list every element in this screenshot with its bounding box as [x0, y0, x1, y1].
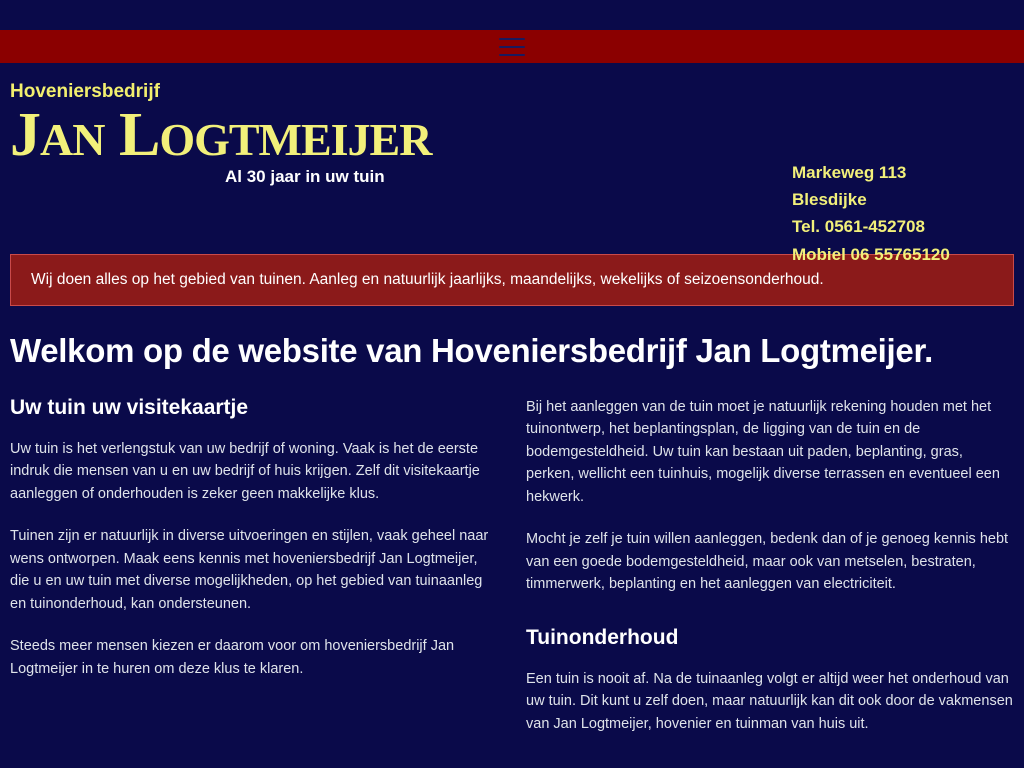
hamburger-menu-icon[interactable] [499, 38, 525, 56]
brand-an: AN [40, 113, 105, 165]
hamburger-line [499, 38, 525, 40]
paragraph: Een tuin is nooit af. Na de tuinaanleg volgt er altijd weer het onderhoud van uw tuin. Dit kunt u zelf doen, maar natuurlijk kan dit ook door de vakmensen van Jan Logtmeijer, hovenier en tuinman van huis uit. [526, 670, 1013, 732]
brand-initial-j: J [10, 100, 40, 169]
hamburger-line [499, 46, 525, 48]
paragraph: Tuinen zijn er natuurlijk in diverse uitvoeringen en stijlen, vaak geheel naar wens ontworpen. Maak eens kennis met hoveniersbedrijf Jan Logtmeijer, die u en uw tuin met diverse mogelijkheden, op het gebied van tuinaanleg en tuinonderhoud, kan ondersteunen. [10, 528, 489, 612]
contact-city: Blesdijke [792, 190, 867, 210]
contact-info [792, 159, 992, 268]
paragraph: Bij het aanleggen van de tuin moet je natuurlijk rekening houden met het tuinontwerp, het beplantingsplan, de ligging van de tuin en de bodemgesteldheid. Uw tuin kan bestaan uit paden, beplanting, gras, perken, wellicht een tuinhuis, mogelijk diverse terrassen en eventueel een hekwerk. [526, 399, 1000, 505]
brand-initial-l: L [118, 100, 160, 169]
paragraph: Uw tuin is het verlengstuk van uw bedrijf of woning. Vaak is het de eerste indruk die mensen van u en uw bedrijf of huis krijgen. Zelf dit visitekaartje aanleggen of onderhouden is zeker geen makkelijke klus. [10, 441, 480, 502]
hamburger-line [499, 54, 525, 56]
two-column-layout [10, 396, 1014, 755]
top-strip [0, 0, 1024, 30]
info-banner-text: Wij doen alles op het gebied van tuinen. Aanleg en natuurlijk jaarlijks, maandelijks, wekelijks of seizoensonderhoud. [31, 271, 824, 288]
contact-street: Markeweg 113 [792, 163, 907, 182]
brand-ogtmeijer: OGTMEIJER [159, 113, 432, 165]
paragraph: Steeds meer mensen kiezen er daarom voor om hoveniersbedrijf Jan Logtmeijer in te huren om deze klus te klaren. [10, 638, 455, 677]
menu-bar [0, 30, 1024, 63]
brand-tagline: Al 30 jaar in uw tuin [225, 166, 385, 186]
left-column-heading: Uw tuin uw visitekaartje [10, 396, 249, 419]
brand-subtitle: Hoveniersbedrijf [10, 81, 160, 102]
page-title: Welkom op de website van Hoveniersbedrijf Jan Logtmeijer. [10, 332, 934, 369]
brand-logo-text [10, 100, 1024, 169]
left-column [10, 396, 498, 755]
paragraph: Mocht je zelf je tuin willen aanleggen, bedenk dan of je genoeg kennis hebt van een goede bodemgesteldheid, maar ook van metselen, bestraten, timmerwerk, beplanting en het aanleggen van electriciteit. [526, 531, 1009, 593]
contact-phone: Tel. 0561-452708 [792, 217, 925, 237]
right-column [526, 396, 1014, 755]
right-column-heading: Tuinonderhoud [526, 625, 679, 649]
site-header [0, 63, 1024, 264]
main-content [0, 306, 1024, 755]
contact-mobile: Mobiel 06 55765120 [792, 244, 950, 264]
